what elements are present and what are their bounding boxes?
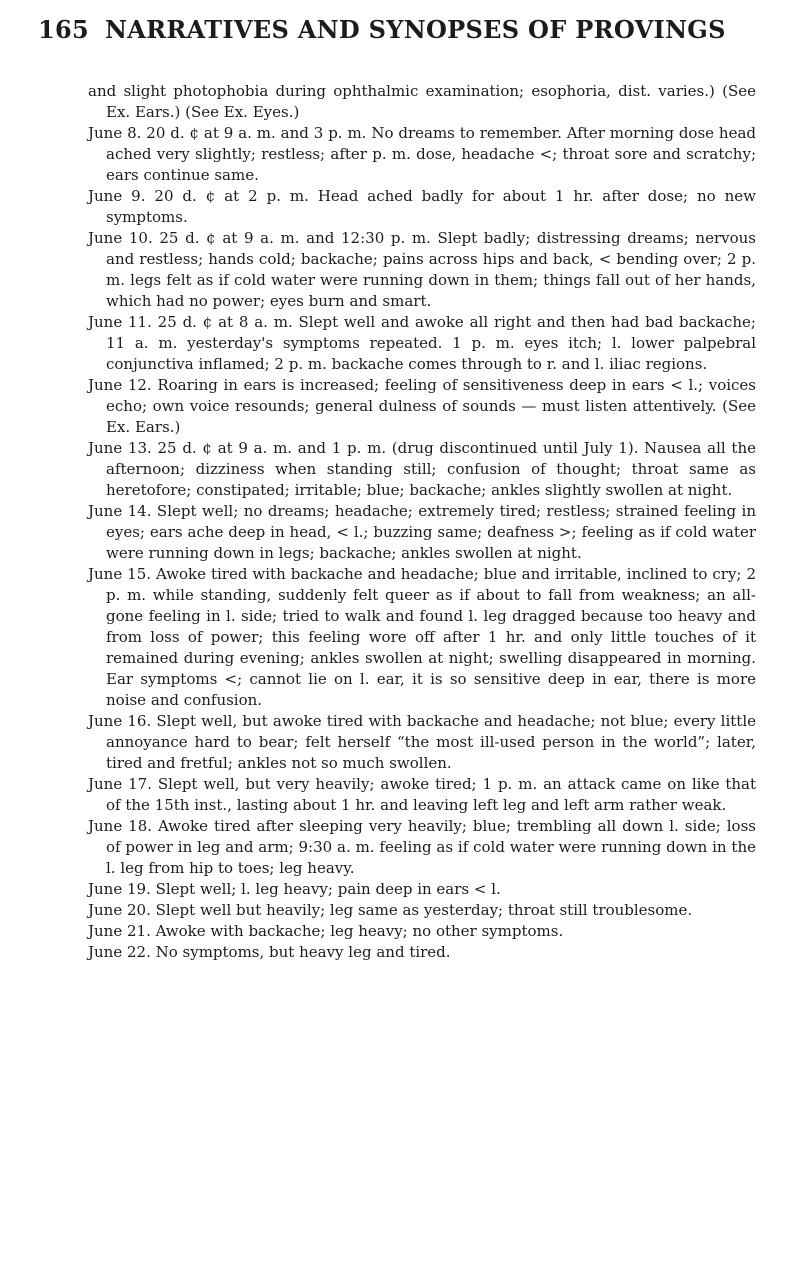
entry-june-20: June 20. Slept well but heavily; leg same as yesterday; throat still troublesome. xyxy=(88,901,693,919)
running-header xyxy=(38,15,778,44)
entry-june-22: June 22. No symptoms, but heavy leg and tired. xyxy=(88,943,451,961)
entry-june-14: June 14. Slept well; no dreams; headache; extremely tired; restless; strained feeling in eyes; ears ache deep in head, < l.; buzzing same; deafness >; feeling as if cold water were running down in legs; backache; ankles swollen at night. xyxy=(88,502,756,562)
running-title: NARRATIVES AND SYNOPSES OF PROVINGS xyxy=(105,15,726,44)
entry-june-13: June 13. 25 d. ¢ at 9 a. m. and 1 p. m. (drug discontinued until July 1). Nausea all the afternoon; dizziness when standing still; confusion of thought; throat same as heretofore; constipated; irritable; blue; backache; ankles slightly swollen at night. xyxy=(88,439,756,499)
entry-june-10: June 10. 25 d. ¢ at 9 a. m. and 12:30 p. m. Slept badly; distressing dreams; nervous and restless; hands cold; backache; pains across hips and back, < bending over; 2 p. m. legs felt as if cold water were running down in them; things fall out of her hands, which had no power; eyes burn and smart. xyxy=(88,229,756,310)
entry-june-8: June 8. 20 d. ¢ at 9 a. m. and 3 p. m. No dreams to remember. After morning dose head ached very slightly; restless; after p. m. dose, headache <; throat sore and scratchy; ears continue same. xyxy=(88,124,756,184)
entry-june-9: June 9. 20 d. ¢ at 2 p. m. Head ached badly for about 1 hr. after dose; no new symptoms. xyxy=(88,187,756,226)
body-text xyxy=(88,81,756,963)
paragraph-continuation: and slight photophobia during ophthalmic examination; esophoria, dist. varies.) (See Ex. Ears.) (See Ex. Eyes.) xyxy=(88,82,756,121)
entry-june-12: June 12. Roaring in ears is increased; feeling of sensitiveness deep in ears < l.; voices echo; own voice resounds; general dulness of sounds — must listen attentively. (See Ex. Ears.) xyxy=(88,376,756,436)
entry-june-15: June 15. Awoke tired with backache and headache; blue and irritable, inclined to cry; 2 p. m. while standing, suddenly felt queer as if about to fall from weakness; an all-gone feeling in l. side; tried to walk and found l. leg dragged because too heavy and from loss of power; this feeling wore off after 1 hr. and only little touches of it remained during evening; ankles swollen at night; swelling disappeared in morning. Ear symptoms <; cannot lie on l. ear, it is so sensitive deep in ear, there is more noise and confusion. xyxy=(88,565,756,709)
entry-june-11: June 11. 25 d. ¢ at 8 a. m. Slept well and awoke all right and then had bad backache; 11 a. m. yesterday's symptoms repeated. 1 p. m. eyes itch; l. lower palpebral conjunctiva inflamed; 2 p. m. backache comes through to r. and l. iliac regions. xyxy=(88,313,756,373)
entry-june-17: June 17. Slept well, but very heavily; awoke tired; 1 p. m. an attack came on like that of the 15th inst., lasting about 1 hr. and leaving left leg and left arm rather weak. xyxy=(88,775,756,814)
entry-june-19: June 19. Slept well; l. leg heavy; pain deep in ears < l. xyxy=(88,880,501,898)
entry-june-18: June 18. Awoke tired after sleeping very heavily; blue; trembling all down l. side; loss of power in leg and arm; 9:30 a. m. feeling as if cold water were running down in the l. leg from hip to toes; leg heavy. xyxy=(88,817,756,877)
entry-june-16: June 16. Slept well, but awoke tired with backache and headache; not blue; every little annoyance hard to bear; felt herself “the most ill-used person in the world”; later, tired and fretful; ankles not so much swollen. xyxy=(88,712,756,772)
entry-june-21: June 21. Awoke with backache; leg heavy; no other symptoms. xyxy=(88,922,564,940)
page-number: 165 xyxy=(38,15,89,44)
